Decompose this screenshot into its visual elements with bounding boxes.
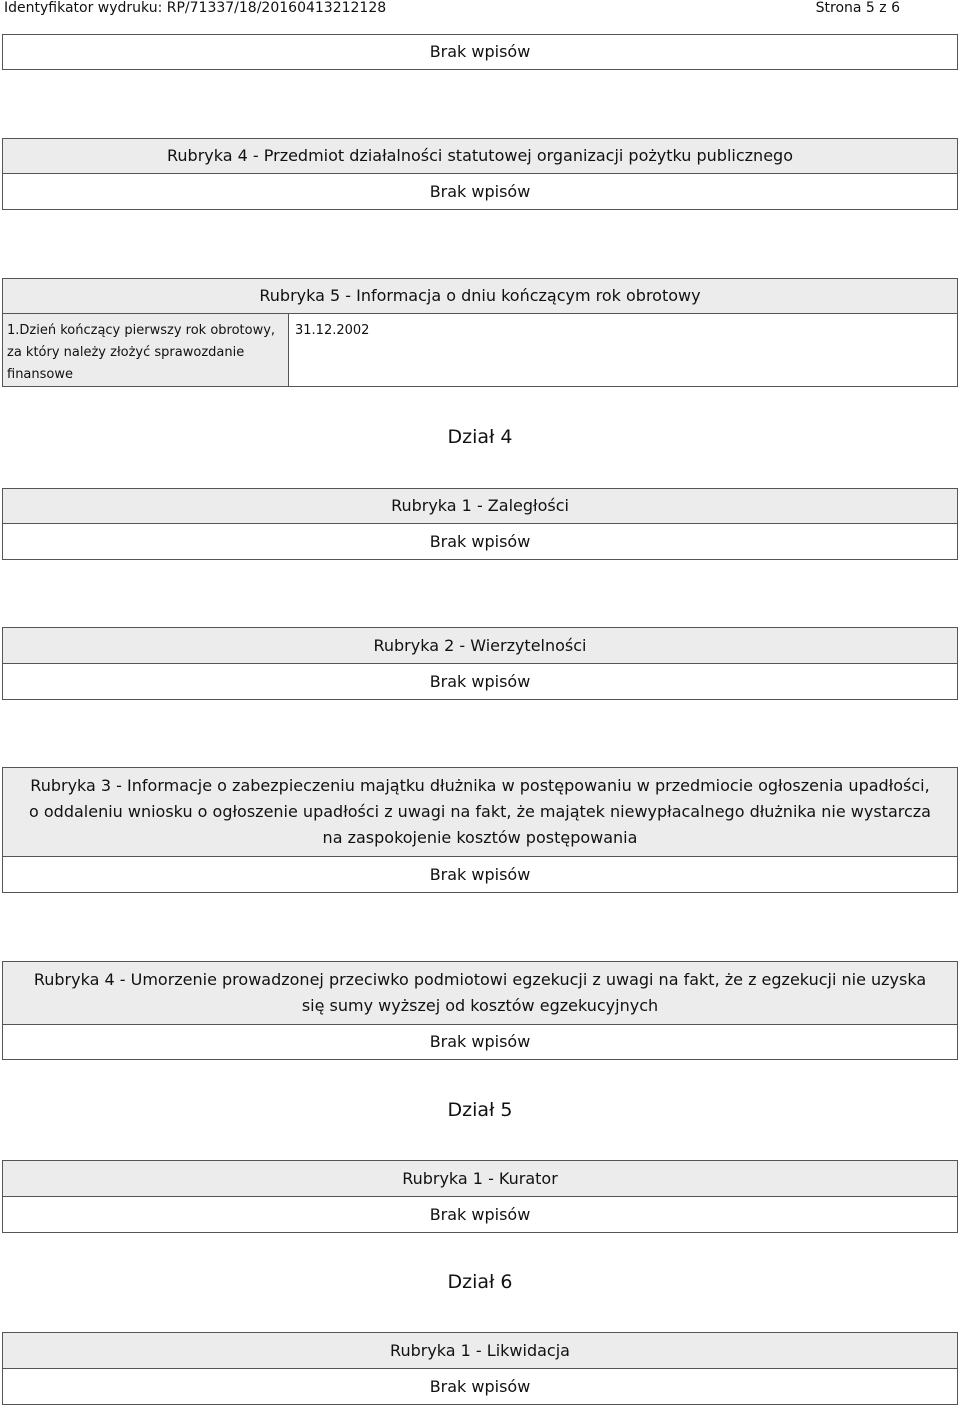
zaleglosci-value: Brak wpisów: [2, 523, 958, 560]
rubryka-5-label: 1.Dzień kończący pierwszy rok obrotowy, za który należy złożyć sprawozdanie finansowe: [2, 313, 289, 387]
section-header-zabezpieczenie: Rubryka 3 - Informacje o zabezpieczeniu majątku dłużnika w postępowaniu w przedmiocie ogłoszenia upadłości, o oddaleniu wniosku o ogłoszenie upadłości z uwagi na fakt, że majątek niewypłacalnego dłużnika nie wystarcza na zaspokojenie kosztów postępowania: [2, 767, 958, 857]
section-header-wierzytelnosci: Rubryka 2 - Wierzytelności: [2, 627, 958, 664]
zabezpieczenie-value: Brak wpisów: [2, 856, 958, 893]
rubryka-4-value: Brak wpisów: [2, 173, 958, 210]
section-title-dzial-6: Dział 6: [447, 1271, 513, 1293]
print-identifier: Identyfikator wydruku: RP/71337/18/20160413212128: [4, 0, 387, 16]
wierzytelnosci-value: Brak wpisów: [2, 663, 958, 700]
page-number: Strona 5 z 6: [815, 0, 900, 16]
section-header-kurator: Rubryka 1 - Kurator: [2, 1160, 958, 1197]
umorzenie-value: Brak wpisów: [2, 1024, 958, 1060]
section-title-dzial-5: Dział 5: [447, 1099, 513, 1121]
section-header-zaleglosci: Rubryka 1 - Zaległości: [2, 488, 958, 524]
kurator-value: Brak wpisów: [2, 1196, 958, 1233]
empty-entry-box: Brak wpisów: [2, 34, 958, 70]
rubryka-5-value: 31.12.2002: [288, 313, 958, 387]
likwidacja-value: Brak wpisów: [2, 1368, 958, 1405]
section-header-umorzenie: Rubryka 4 - Umorzenie prowadzonej przeciwko podmiotowi egzekucji z uwagi na fakt, że z egzekucji nie uzyska się sumy wyższej od kosztów egzekucyjnych: [2, 961, 958, 1025]
section-title-dzial-4: Dział 4: [447, 426, 513, 448]
section-header-rubryka-5: Rubryka 5 - Informacja o dniu kończącym rok obrotowy: [2, 278, 958, 314]
section-header-rubryka-4: Rubryka 4 - Przedmiot działalności statutowej organizacji pożytku publicznego: [2, 138, 958, 174]
section-header-likwidacja: Rubryka 1 - Likwidacja: [2, 1332, 958, 1369]
